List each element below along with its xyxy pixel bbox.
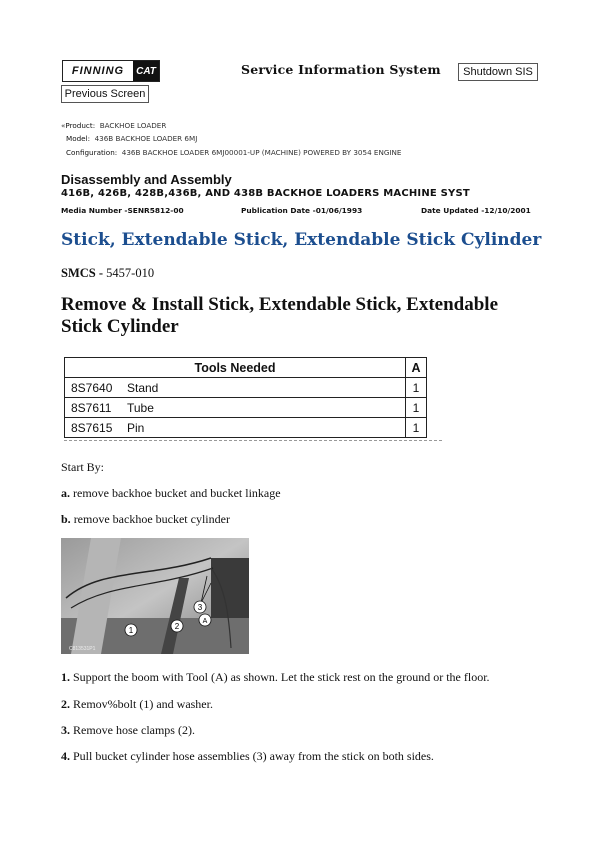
part-description: Pin <box>127 418 406 438</box>
step-4-text: Pull bucket cylinder hose assemblies (3) away from the stick on both sides. <box>73 749 434 763</box>
step-1 <box>61 670 490 685</box>
table-row <box>65 398 427 418</box>
qty-header: A <box>406 358 427 378</box>
collapse-icon[interactable]: « <box>61 121 66 130</box>
part-number: 8S7640 <box>65 378 128 398</box>
step-3-number: 3. <box>61 723 70 737</box>
table-row <box>65 378 427 398</box>
step-1-number: 1. <box>61 670 70 684</box>
model-value: 436B BACKHOE LOADER 6MJ <box>94 134 198 143</box>
configuration-line <box>66 148 401 157</box>
callout-1 <box>125 624 137 636</box>
callout-a-label: A <box>202 618 208 625</box>
publication-date: Publication Date -01/06/1993 <box>241 206 363 215</box>
step-2-text: Remov%bolt (1) and washer. <box>73 697 213 711</box>
step-2-number: 2. <box>61 697 70 711</box>
step-b-text: remove backhoe bucket cylinder <box>73 512 230 526</box>
page-title: Stick, Extendable Stick, Extendable Stick Cylinder <box>61 230 542 250</box>
smcs-code <box>61 266 154 281</box>
step-a-text: remove backhoe bucket and bucket linkage <box>73 486 281 500</box>
start-step-b <box>61 512 230 527</box>
figure-code: C813531P1 <box>69 646 96 652</box>
step-1-text: Support the boom with Tool (A) as shown. Let the stick rest on the ground or the floor. <box>73 670 490 684</box>
part-qty: 1 <box>406 378 427 398</box>
logo-cat: CAT <box>133 61 159 81</box>
table-row <box>65 418 427 438</box>
procedure-heading: Remove & Install Stick, Extendable Stick, Extendable Stick Cylinder <box>61 294 499 337</box>
step-4 <box>61 749 434 764</box>
finning-cat-logo <box>62 60 160 82</box>
tools-table-header <box>65 358 427 378</box>
start-step-a <box>61 486 281 501</box>
system-title: Service Information System <box>241 62 441 77</box>
step-b-label: b. <box>61 512 71 526</box>
media-number: Media Number -SENR5812-00 <box>61 206 184 215</box>
shutdown-sis-button[interactable]: Shutdown SIS <box>458 63 538 81</box>
logo-text: FINNING <box>71 65 125 77</box>
product-label: Product: <box>65 121 96 130</box>
doc-subtitle: 416B, 426B, 428B,436B, AND 438B BACKHOE LOADERS MACHINE SYST <box>61 188 470 199</box>
section-title: Disassembly and Assembly <box>61 172 232 187</box>
step-3-text: Remove hose clamps (2). <box>73 723 195 737</box>
step-3 <box>61 723 195 738</box>
start-by-label: Start By: <box>61 460 105 474</box>
smcs-label: SMCS - <box>61 266 104 280</box>
previous-screen-button[interactable]: Previous Screen <box>61 85 149 103</box>
callout-2-label: 2 <box>174 622 180 631</box>
model-label: Model: <box>66 134 91 143</box>
part-number: 8S7615 <box>65 418 128 438</box>
tools-needed-header: Tools Needed <box>65 358 406 378</box>
table-divider <box>64 440 442 441</box>
configuration-value: 436B BACKHOE LOADER 6MJ00001-UP (MACHINE) POWERED BY 3054 ENGINE <box>121 148 402 157</box>
part-qty: 1 <box>406 398 427 418</box>
step-a-label: a. <box>61 486 70 500</box>
part-description: Tube <box>127 398 406 418</box>
callout-2 <box>171 620 183 632</box>
procedure-photo <box>61 538 249 654</box>
callout-3 <box>194 601 206 613</box>
product-line <box>61 121 166 130</box>
part-number: 8S7611 <box>65 398 128 418</box>
callout-3-label: 3 <box>197 603 203 612</box>
product-value: BACKHOE LOADER <box>99 121 167 130</box>
tools-table <box>64 357 427 438</box>
step-4-number: 4. <box>61 749 70 763</box>
configuration-label: Configuration: <box>66 148 118 157</box>
callout-1-label: 1 <box>128 626 134 635</box>
part-qty: 1 <box>406 418 427 438</box>
date-updated: Date Updated -12/10/2001 <box>421 206 531 215</box>
step-2 <box>61 697 213 712</box>
model-line <box>66 134 197 143</box>
smcs-value: 5457-010 <box>106 266 155 280</box>
part-description: Stand <box>127 378 406 398</box>
callout-a <box>199 614 211 626</box>
